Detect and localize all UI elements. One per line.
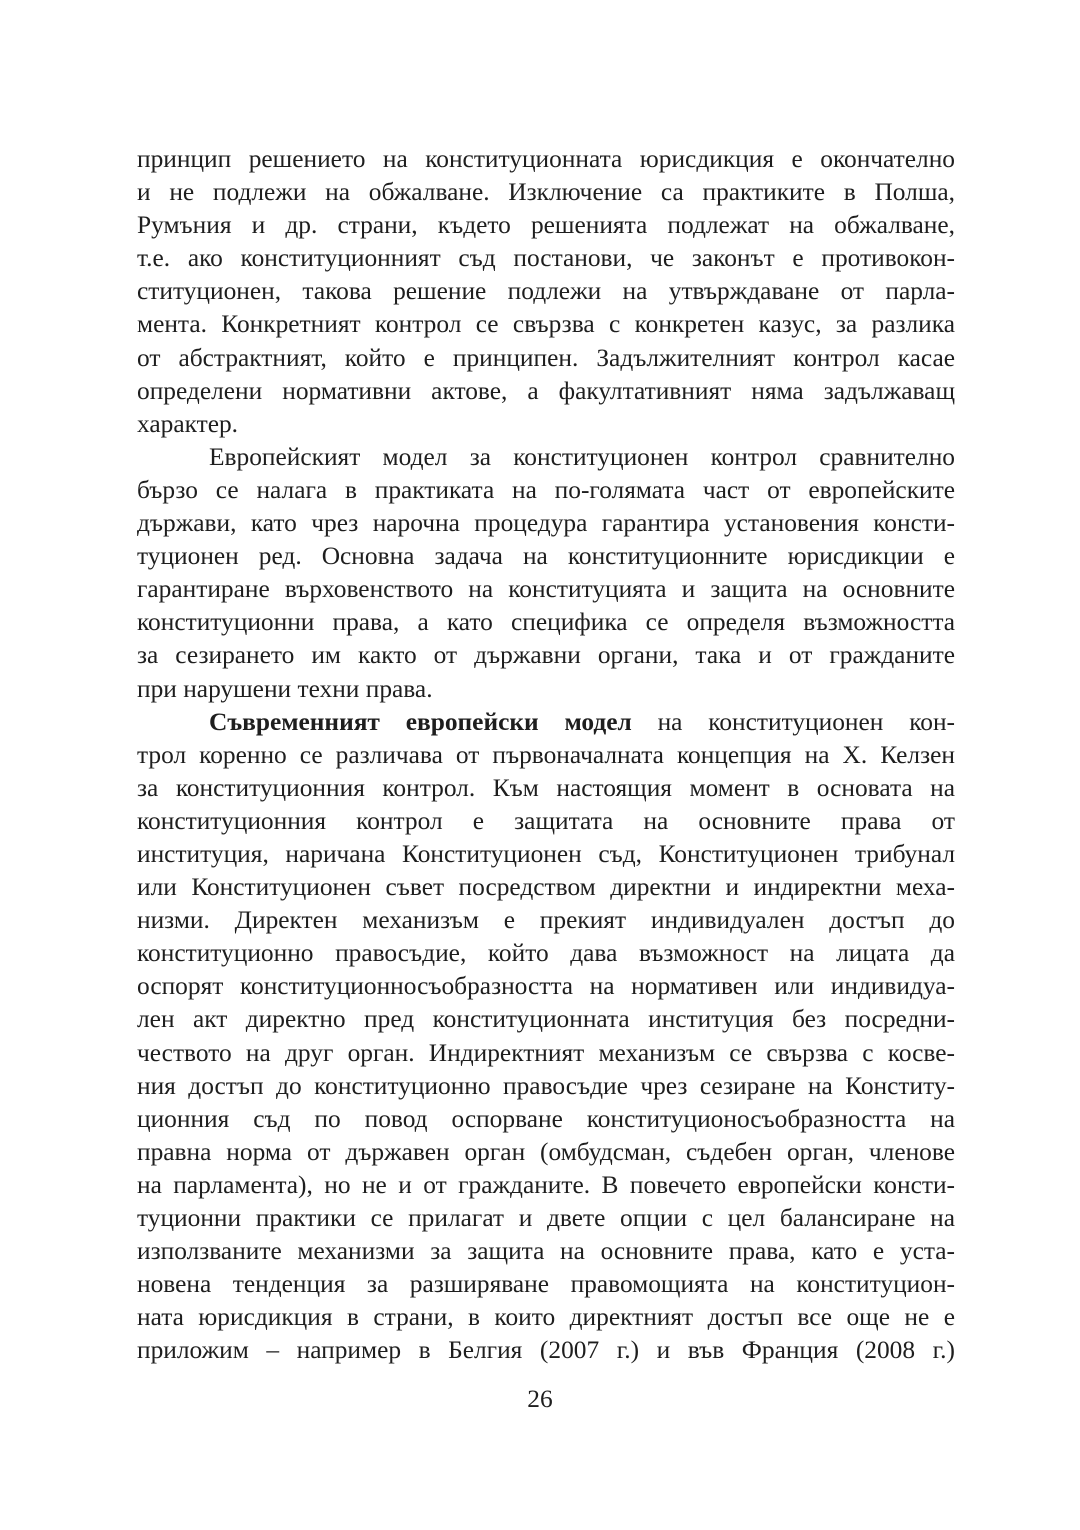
- text-line: конституционни права, а като специфика се определя възможността: [137, 608, 955, 637]
- text-line: трол коренно се различава от първоначалната концепция на Х. Келзен: [137, 740, 955, 769]
- text-line: ституционен, такова решение подлежи на утвърждаване от парла-: [137, 277, 955, 306]
- text-line: при нарушени техни права.: [137, 674, 433, 703]
- text-line: оспорят конституционносъобразността на нормативен или индивидуа-: [137, 972, 955, 1001]
- text-line: от абстрактният, който е принципен. Задължителният контрол касае: [137, 343, 955, 372]
- text-line: бързо се налага в практиката на по-голямата част от европейските: [137, 475, 955, 504]
- page-body: [137, 143, 955, 1367]
- text-line-rest: на конституционен кон-: [631, 707, 955, 736]
- text-line: институция, наричана Конституционен съд, Конституционен трибунал: [137, 839, 955, 868]
- text-line: низми. Директен механизъм е прекият индивидуален достъп до: [137, 906, 955, 935]
- text-line: конституционно правосъдие, който дава възможност на лицата да: [137, 939, 955, 968]
- text-line: ната юрисдикция в страни, в които директният достъп все още не е: [137, 1303, 955, 1332]
- text-line: използваните механизми за защита на основните права, като е уста-: [137, 1237, 955, 1266]
- text-line: [137, 706, 955, 739]
- bold-term: Съвременният европейски модел: [209, 707, 632, 736]
- text-line: гарантиране върховенството на конституцията и защита на основните: [137, 575, 955, 604]
- text-line: чеството на друг орган. Индиректният механизъм се свързва с косве-: [137, 1038, 955, 1067]
- text-line: новена тенденция за разширяване правомощията на конституцион-: [137, 1270, 955, 1299]
- text-line: Румъния и др. страни, където решенията подлежат на обжалване,: [137, 211, 955, 240]
- text-line: характер.: [137, 409, 239, 438]
- text-line: и не подлежи на обжалване. Изключение са практиките в Полша,: [137, 178, 955, 207]
- text-line: туционни практики се прилагат и двете опции с цел балансиране на: [137, 1204, 955, 1232]
- text-line: Европейският модел за конституционен контрол сравнително: [209, 442, 955, 471]
- text-line: определени нормативни актове, а факултативният няма задължаващ: [137, 376, 955, 405]
- text-line: за конституционния контрол. Към настоящия момент в основата на: [137, 773, 955, 802]
- text-line: на парламента), но не и от гражданите. В повечето европейски консти-: [137, 1170, 955, 1199]
- text-line: мента. Конкретният контрол се свързва с конкретен казус, за разлика: [137, 310, 955, 339]
- text-line: конституционния контрол е защитата на основните права от: [137, 806, 955, 835]
- text-line: или Конституционен съвет посредством директни и индиректни меха-: [137, 873, 955, 902]
- text-line: правна норма от държавен орган (омбудсман, съдебен орган, членове: [137, 1137, 955, 1166]
- text-line: туционен ред. Основна задача на конституционните юрисдикции е: [137, 542, 955, 571]
- text-line: ционния съд по повод оспорване конституционосъобразността на: [137, 1104, 955, 1133]
- text-line: приложим – например в Белгия (2007 г.) и във Франция (2008 г.): [137, 1336, 955, 1365]
- text-line: за сезирането им както от държавни органи, така и от гражданите: [137, 641, 955, 670]
- text-line: т.е. ако конституционният съд постанови, че законът е противокон-: [137, 244, 955, 273]
- text-line: държави, като чрез нарочна процедура гарантира установения консти-: [137, 509, 955, 538]
- paragraph-2: [137, 441, 955, 706]
- text-line: ния достъп до конституционно правосъдие чрез сезиране на Конститу-: [137, 1071, 955, 1100]
- page-number: 26: [527, 1385, 553, 1413]
- paragraph-1: [137, 143, 955, 441]
- text-line: лен акт директно пред конституционната институция без посредни-: [137, 1005, 955, 1034]
- paragraph-3: [137, 706, 955, 1368]
- text-line: принцип решението на конституционната юрисдикция е окончателно: [137, 145, 955, 173]
